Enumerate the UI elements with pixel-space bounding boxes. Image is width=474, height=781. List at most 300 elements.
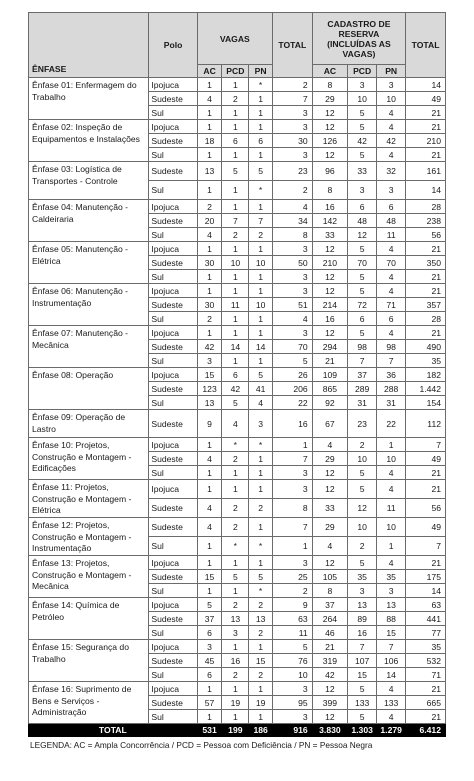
header-cadastro: CADASTRO DE RESERVA (INCLUÍDAS AS VAGAS): [312, 13, 405, 65]
value-cell: 6: [348, 200, 377, 214]
value-cell: 5: [348, 480, 377, 499]
value-cell: 56: [406, 228, 446, 242]
value-cell: *: [249, 181, 273, 200]
value-cell: 26: [272, 368, 312, 382]
value-cell: 106: [377, 654, 406, 668]
value-cell: 1: [249, 92, 273, 106]
value-cell: *: [249, 537, 273, 556]
value-cell: 25: [272, 570, 312, 584]
value-cell: 12: [312, 270, 347, 284]
value-cell: 4: [377, 480, 406, 499]
polo-cell: Ipojuca: [149, 326, 197, 340]
value-cell: 71: [377, 298, 406, 312]
value-cell: 6: [348, 312, 377, 326]
value-cell: 96: [312, 162, 347, 181]
value-cell: 1: [222, 354, 249, 368]
value-cell: 1: [249, 682, 273, 696]
value-cell: 31: [348, 396, 377, 410]
enfase-name: Ênfase 10: Projetos, Construção e Montagem - Edificações: [29, 438, 149, 480]
total-cell: 1.279: [377, 724, 406, 737]
value-cell: 35: [377, 570, 406, 584]
value-cell: 89: [348, 612, 377, 626]
value-cell: 357: [406, 298, 446, 312]
polo-cell: Sul: [149, 466, 197, 480]
polo-cell: Sul: [149, 106, 197, 120]
value-cell: 13: [222, 612, 249, 626]
value-cell: 42: [348, 134, 377, 148]
value-cell: 42: [312, 668, 347, 682]
value-cell: 399: [312, 696, 347, 710]
value-cell: 1: [197, 438, 222, 452]
value-cell: 3: [348, 78, 377, 92]
value-cell: 1: [249, 284, 273, 298]
value-cell: 2: [222, 452, 249, 466]
value-cell: 2: [222, 668, 249, 682]
value-cell: 12: [312, 106, 347, 120]
value-cell: 23: [348, 410, 377, 438]
value-cell: 4: [377, 242, 406, 256]
value-cell: 3: [272, 466, 312, 480]
value-cell: 5: [348, 466, 377, 480]
enfase-name: Ênfase 09: Operação de Lastro: [29, 410, 149, 438]
value-cell: 7: [406, 537, 446, 556]
value-cell: 34: [272, 214, 312, 228]
value-cell: 1: [249, 200, 273, 214]
enfase-name: Ênfase 04: Manutenção - Caldeiraria: [29, 200, 149, 242]
value-cell: 210: [406, 134, 446, 148]
value-cell: 30: [197, 256, 222, 270]
enfase-name: Ênfase 01: Enfermagem do Trabalho: [29, 78, 149, 120]
header-total-reserva: TOTAL: [406, 13, 446, 78]
value-cell: 21: [406, 710, 446, 724]
value-cell: 5: [348, 242, 377, 256]
value-cell: 1: [197, 120, 222, 134]
value-cell: 1: [249, 710, 273, 724]
value-cell: 7: [249, 214, 273, 228]
header-ac: AC: [197, 65, 222, 78]
polo-cell: Sul: [149, 148, 197, 162]
value-cell: 18: [197, 134, 222, 148]
value-cell: 7: [272, 92, 312, 106]
value-cell: 23: [272, 162, 312, 181]
value-cell: 4: [377, 710, 406, 724]
value-cell: 532: [406, 654, 446, 668]
value-cell: 490: [406, 340, 446, 354]
value-cell: 21: [406, 106, 446, 120]
value-cell: 1: [222, 106, 249, 120]
polo-cell: Ipojuca: [149, 242, 197, 256]
value-cell: 12: [312, 148, 347, 162]
value-cell: 6: [222, 134, 249, 148]
value-cell: 51: [272, 298, 312, 312]
value-cell: 31: [377, 396, 406, 410]
value-cell: 35: [406, 354, 446, 368]
value-cell: 2: [348, 438, 377, 452]
value-cell: 5: [249, 162, 273, 181]
polo-cell: Sul: [149, 668, 197, 682]
value-cell: 30: [197, 298, 222, 312]
vacancy-table: [28, 12, 446, 737]
header-reserva-pn: PN: [377, 65, 406, 78]
value-cell: 21: [406, 480, 446, 499]
value-cell: 1: [197, 556, 222, 570]
value-cell: 142: [312, 214, 347, 228]
value-cell: 4: [377, 326, 406, 340]
value-cell: 70: [272, 340, 312, 354]
value-cell: 1: [197, 78, 222, 92]
enfase-name: Ênfase 15: Segurança do Trabalho: [29, 640, 149, 682]
value-cell: 1: [197, 537, 222, 556]
value-cell: 2: [348, 537, 377, 556]
table-row: [29, 518, 446, 537]
value-cell: 5: [348, 326, 377, 340]
header-pcd: PCD: [222, 65, 249, 78]
enfase-name: Ênfase 07: Manutenção - Mecânica: [29, 326, 149, 368]
value-cell: 12: [312, 326, 347, 340]
enfase-name: Ênfase 02: Inspeção de Equipamentos e Instalações: [29, 120, 149, 162]
total-cell: 3.830: [312, 724, 347, 737]
value-cell: 123: [197, 382, 222, 396]
value-cell: 42: [377, 134, 406, 148]
value-cell: 10: [222, 256, 249, 270]
polo-cell: Ipojuca: [149, 200, 197, 214]
polo-cell: Sul: [149, 626, 197, 640]
value-cell: 2: [249, 626, 273, 640]
value-cell: 21: [406, 466, 446, 480]
value-cell: 41: [249, 382, 273, 396]
value-cell: 1: [249, 120, 273, 134]
table-row: [29, 284, 446, 298]
value-cell: 21: [312, 640, 347, 654]
total-label: TOTAL: [29, 724, 198, 737]
value-cell: 21: [406, 284, 446, 298]
value-cell: 1: [222, 312, 249, 326]
value-cell: 1: [249, 106, 273, 120]
value-cell: 1: [197, 682, 222, 696]
polo-cell: Sudeste: [149, 570, 197, 584]
value-cell: 5: [348, 284, 377, 298]
value-cell: 1: [249, 270, 273, 284]
header-reserva-ac: AC: [312, 65, 347, 78]
value-cell: *: [222, 537, 249, 556]
polo-cell: Sudeste: [149, 452, 197, 466]
polo-cell: Sul: [149, 396, 197, 410]
value-cell: 2: [272, 584, 312, 598]
table-row: [29, 682, 446, 696]
value-cell: 4: [312, 438, 347, 452]
polo-cell: Ipojuca: [149, 120, 197, 134]
value-cell: 7: [272, 518, 312, 537]
value-cell: 2: [272, 181, 312, 200]
value-cell: 8: [272, 228, 312, 242]
value-cell: 10: [348, 518, 377, 537]
value-cell: 22: [272, 396, 312, 410]
value-cell: 1: [222, 181, 249, 200]
value-cell: 4: [197, 499, 222, 518]
value-cell: 14: [222, 340, 249, 354]
polo-cell: Sudeste: [149, 499, 197, 518]
value-cell: 49: [406, 518, 446, 537]
value-cell: 98: [348, 340, 377, 354]
value-cell: 1: [249, 242, 273, 256]
value-cell: 1: [222, 326, 249, 340]
enfase-name: Ênfase 06: Manutenção - Instrumentação: [29, 284, 149, 326]
value-cell: 10: [377, 92, 406, 106]
value-cell: 21: [406, 270, 446, 284]
table-row: [29, 78, 446, 92]
value-cell: 294: [312, 340, 347, 354]
value-cell: 7: [348, 640, 377, 654]
enfase-name: Ênfase 08: Operação: [29, 368, 149, 410]
value-cell: 35: [406, 640, 446, 654]
value-cell: 7: [406, 438, 446, 452]
value-cell: 42: [222, 382, 249, 396]
value-cell: 5: [348, 710, 377, 724]
polo-cell: Sudeste: [149, 340, 197, 354]
value-cell: 1: [222, 556, 249, 570]
value-cell: 5: [348, 120, 377, 134]
value-cell: 14: [406, 584, 446, 598]
table-row: [29, 556, 446, 570]
value-cell: 3: [197, 640, 222, 654]
value-cell: 288: [377, 382, 406, 396]
value-cell: 8: [312, 181, 347, 200]
value-cell: 49: [406, 92, 446, 106]
polo-cell: Sudeste: [149, 134, 197, 148]
value-cell: 5: [272, 354, 312, 368]
polo-cell: Ipojuca: [149, 556, 197, 570]
table-row: [29, 640, 446, 654]
polo-cell: Sudeste: [149, 256, 197, 270]
value-cell: 6: [222, 368, 249, 382]
value-cell: 4: [312, 537, 347, 556]
value-cell: 21: [312, 354, 347, 368]
polo-cell: Sudeste: [149, 696, 197, 710]
value-cell: 3: [272, 480, 312, 499]
enfase-name: Ênfase 16: Suprimento de Bens e Serviços - Administração: [29, 682, 149, 724]
value-cell: 3: [222, 626, 249, 640]
value-cell: 10: [377, 518, 406, 537]
value-cell: 6: [197, 668, 222, 682]
value-cell: 95: [272, 696, 312, 710]
value-cell: 1: [197, 480, 222, 499]
table-row: [29, 120, 446, 134]
value-cell: 15: [197, 368, 222, 382]
value-cell: 10: [272, 668, 312, 682]
value-cell: 2: [249, 499, 273, 518]
value-cell: 7: [348, 354, 377, 368]
value-cell: 12: [312, 284, 347, 298]
value-cell: *: [249, 584, 273, 598]
value-cell: 3: [348, 584, 377, 598]
table-body: [29, 78, 446, 724]
value-cell: 28: [406, 312, 446, 326]
value-cell: 5: [249, 570, 273, 584]
polo-cell: Ipojuca: [149, 284, 197, 298]
value-cell: 3: [272, 326, 312, 340]
value-cell: 1: [197, 106, 222, 120]
value-cell: 238: [406, 214, 446, 228]
value-cell: 4: [377, 270, 406, 284]
value-cell: 350: [406, 256, 446, 270]
value-cell: 13: [197, 162, 222, 181]
polo-cell: Ipojuca: [149, 682, 197, 696]
total-row: [29, 724, 446, 737]
value-cell: 15: [348, 668, 377, 682]
value-cell: 4: [377, 284, 406, 298]
vacancy-table-container: [28, 12, 446, 750]
polo-cell: Ipojuca: [149, 480, 197, 499]
value-cell: 10: [377, 452, 406, 466]
table-row: [29, 326, 446, 340]
value-cell: 98: [377, 340, 406, 354]
value-cell: 3: [272, 242, 312, 256]
value-cell: 14: [406, 78, 446, 92]
value-cell: 16: [348, 626, 377, 640]
value-cell: 63: [272, 612, 312, 626]
value-cell: 1: [249, 640, 273, 654]
value-cell: 56: [406, 499, 446, 518]
value-cell: 16: [222, 654, 249, 668]
polo-cell: Sudeste: [149, 654, 197, 668]
polo-cell: Sudeste: [149, 298, 197, 312]
value-cell: 2: [197, 312, 222, 326]
value-cell: 2: [249, 668, 273, 682]
value-cell: 1: [222, 710, 249, 724]
value-cell: 16: [312, 312, 347, 326]
value-cell: 109: [312, 368, 347, 382]
value-cell: 45: [197, 654, 222, 668]
value-cell: 12: [312, 480, 347, 499]
value-cell: 3: [272, 710, 312, 724]
value-cell: 3: [249, 410, 273, 438]
value-cell: 14: [406, 181, 446, 200]
value-cell: 22: [377, 410, 406, 438]
legend: LEGENDA: AC = Ampla Concorrência / PCD = Pessoa com Deficiência / PN = Pessoa Negra: [30, 740, 373, 750]
table-row: [29, 162, 446, 181]
value-cell: 112: [406, 410, 446, 438]
value-cell: 5: [222, 162, 249, 181]
value-cell: 16: [272, 410, 312, 438]
value-cell: 3: [272, 120, 312, 134]
value-cell: 1: [249, 480, 273, 499]
value-cell: 37: [312, 598, 347, 612]
value-cell: 289: [348, 382, 377, 396]
value-cell: 6: [249, 134, 273, 148]
value-cell: 48: [348, 214, 377, 228]
total-cell: 6.412: [406, 724, 446, 737]
header-pn: PN: [249, 65, 273, 78]
value-cell: 133: [377, 696, 406, 710]
enfase-name: Ênfase 12: Projetos, Construção e Montagem - Instrumentação: [29, 518, 149, 556]
header-enfase: ÊNFASE: [29, 13, 149, 78]
value-cell: 13: [348, 598, 377, 612]
value-cell: 3: [197, 354, 222, 368]
value-cell: 1: [377, 537, 406, 556]
value-cell: 1: [197, 326, 222, 340]
polo-cell: Sul: [149, 354, 197, 368]
value-cell: 13: [249, 612, 273, 626]
value-cell: 3: [377, 584, 406, 598]
value-cell: 15: [249, 654, 273, 668]
value-cell: 3: [272, 284, 312, 298]
value-cell: 9: [197, 410, 222, 438]
value-cell: 33: [312, 228, 347, 242]
value-cell: 21: [406, 148, 446, 162]
table-row: [29, 438, 446, 452]
value-cell: 5: [348, 682, 377, 696]
value-cell: 21: [406, 326, 446, 340]
value-cell: 28: [406, 200, 446, 214]
polo-cell: Sul: [149, 270, 197, 284]
value-cell: 21: [406, 242, 446, 256]
value-cell: 105: [312, 570, 347, 584]
value-cell: 1: [197, 466, 222, 480]
value-cell: 33: [312, 499, 347, 518]
value-cell: 1: [222, 284, 249, 298]
value-cell: 154: [406, 396, 446, 410]
value-cell: 264: [312, 612, 347, 626]
value-cell: 2: [222, 499, 249, 518]
value-cell: 5: [197, 598, 222, 612]
polo-cell: Ipojuca: [149, 640, 197, 654]
value-cell: 4: [197, 518, 222, 537]
value-cell: 4: [377, 682, 406, 696]
value-cell: 72: [348, 298, 377, 312]
value-cell: 126: [312, 134, 347, 148]
enfase-name: Ênfase 11: Projetos, Construção e Montagem - Elétrica: [29, 480, 149, 518]
value-cell: 1: [197, 181, 222, 200]
table-row: [29, 598, 446, 612]
value-cell: 133: [348, 696, 377, 710]
value-cell: 214: [312, 298, 347, 312]
value-cell: 107: [348, 654, 377, 668]
value-cell: 57: [197, 696, 222, 710]
value-cell: 3: [272, 556, 312, 570]
header-reserva-pcd: PCD: [348, 65, 377, 78]
value-cell: 32: [377, 162, 406, 181]
polo-cell: Ipojuca: [149, 368, 197, 382]
value-cell: 2: [197, 200, 222, 214]
value-cell: 1: [222, 148, 249, 162]
value-cell: 2: [249, 228, 273, 242]
value-cell: 1: [377, 438, 406, 452]
value-cell: 12: [312, 242, 347, 256]
value-cell: 1: [272, 438, 312, 452]
value-cell: 50: [272, 256, 312, 270]
value-cell: 5: [249, 368, 273, 382]
value-cell: 182: [406, 368, 446, 382]
value-cell: 13: [377, 598, 406, 612]
value-cell: 21: [406, 556, 446, 570]
value-cell: 2: [222, 228, 249, 242]
value-cell: *: [222, 438, 249, 452]
value-cell: 4: [377, 148, 406, 162]
value-cell: 1: [222, 466, 249, 480]
polo-cell: Ipojuca: [149, 438, 197, 452]
value-cell: 1: [222, 200, 249, 214]
value-cell: 8: [312, 78, 347, 92]
value-cell: 1: [222, 270, 249, 284]
value-cell: 15: [377, 626, 406, 640]
value-cell: 1: [222, 682, 249, 696]
enfase-name: Ênfase 03: Logística de Transportes - Controle: [29, 162, 149, 200]
enfase-name: Ênfase 14: Química de Petróleo: [29, 598, 149, 640]
value-cell: 319: [312, 654, 347, 668]
value-cell: 1: [249, 518, 273, 537]
table-row: [29, 242, 446, 256]
value-cell: 3: [272, 148, 312, 162]
